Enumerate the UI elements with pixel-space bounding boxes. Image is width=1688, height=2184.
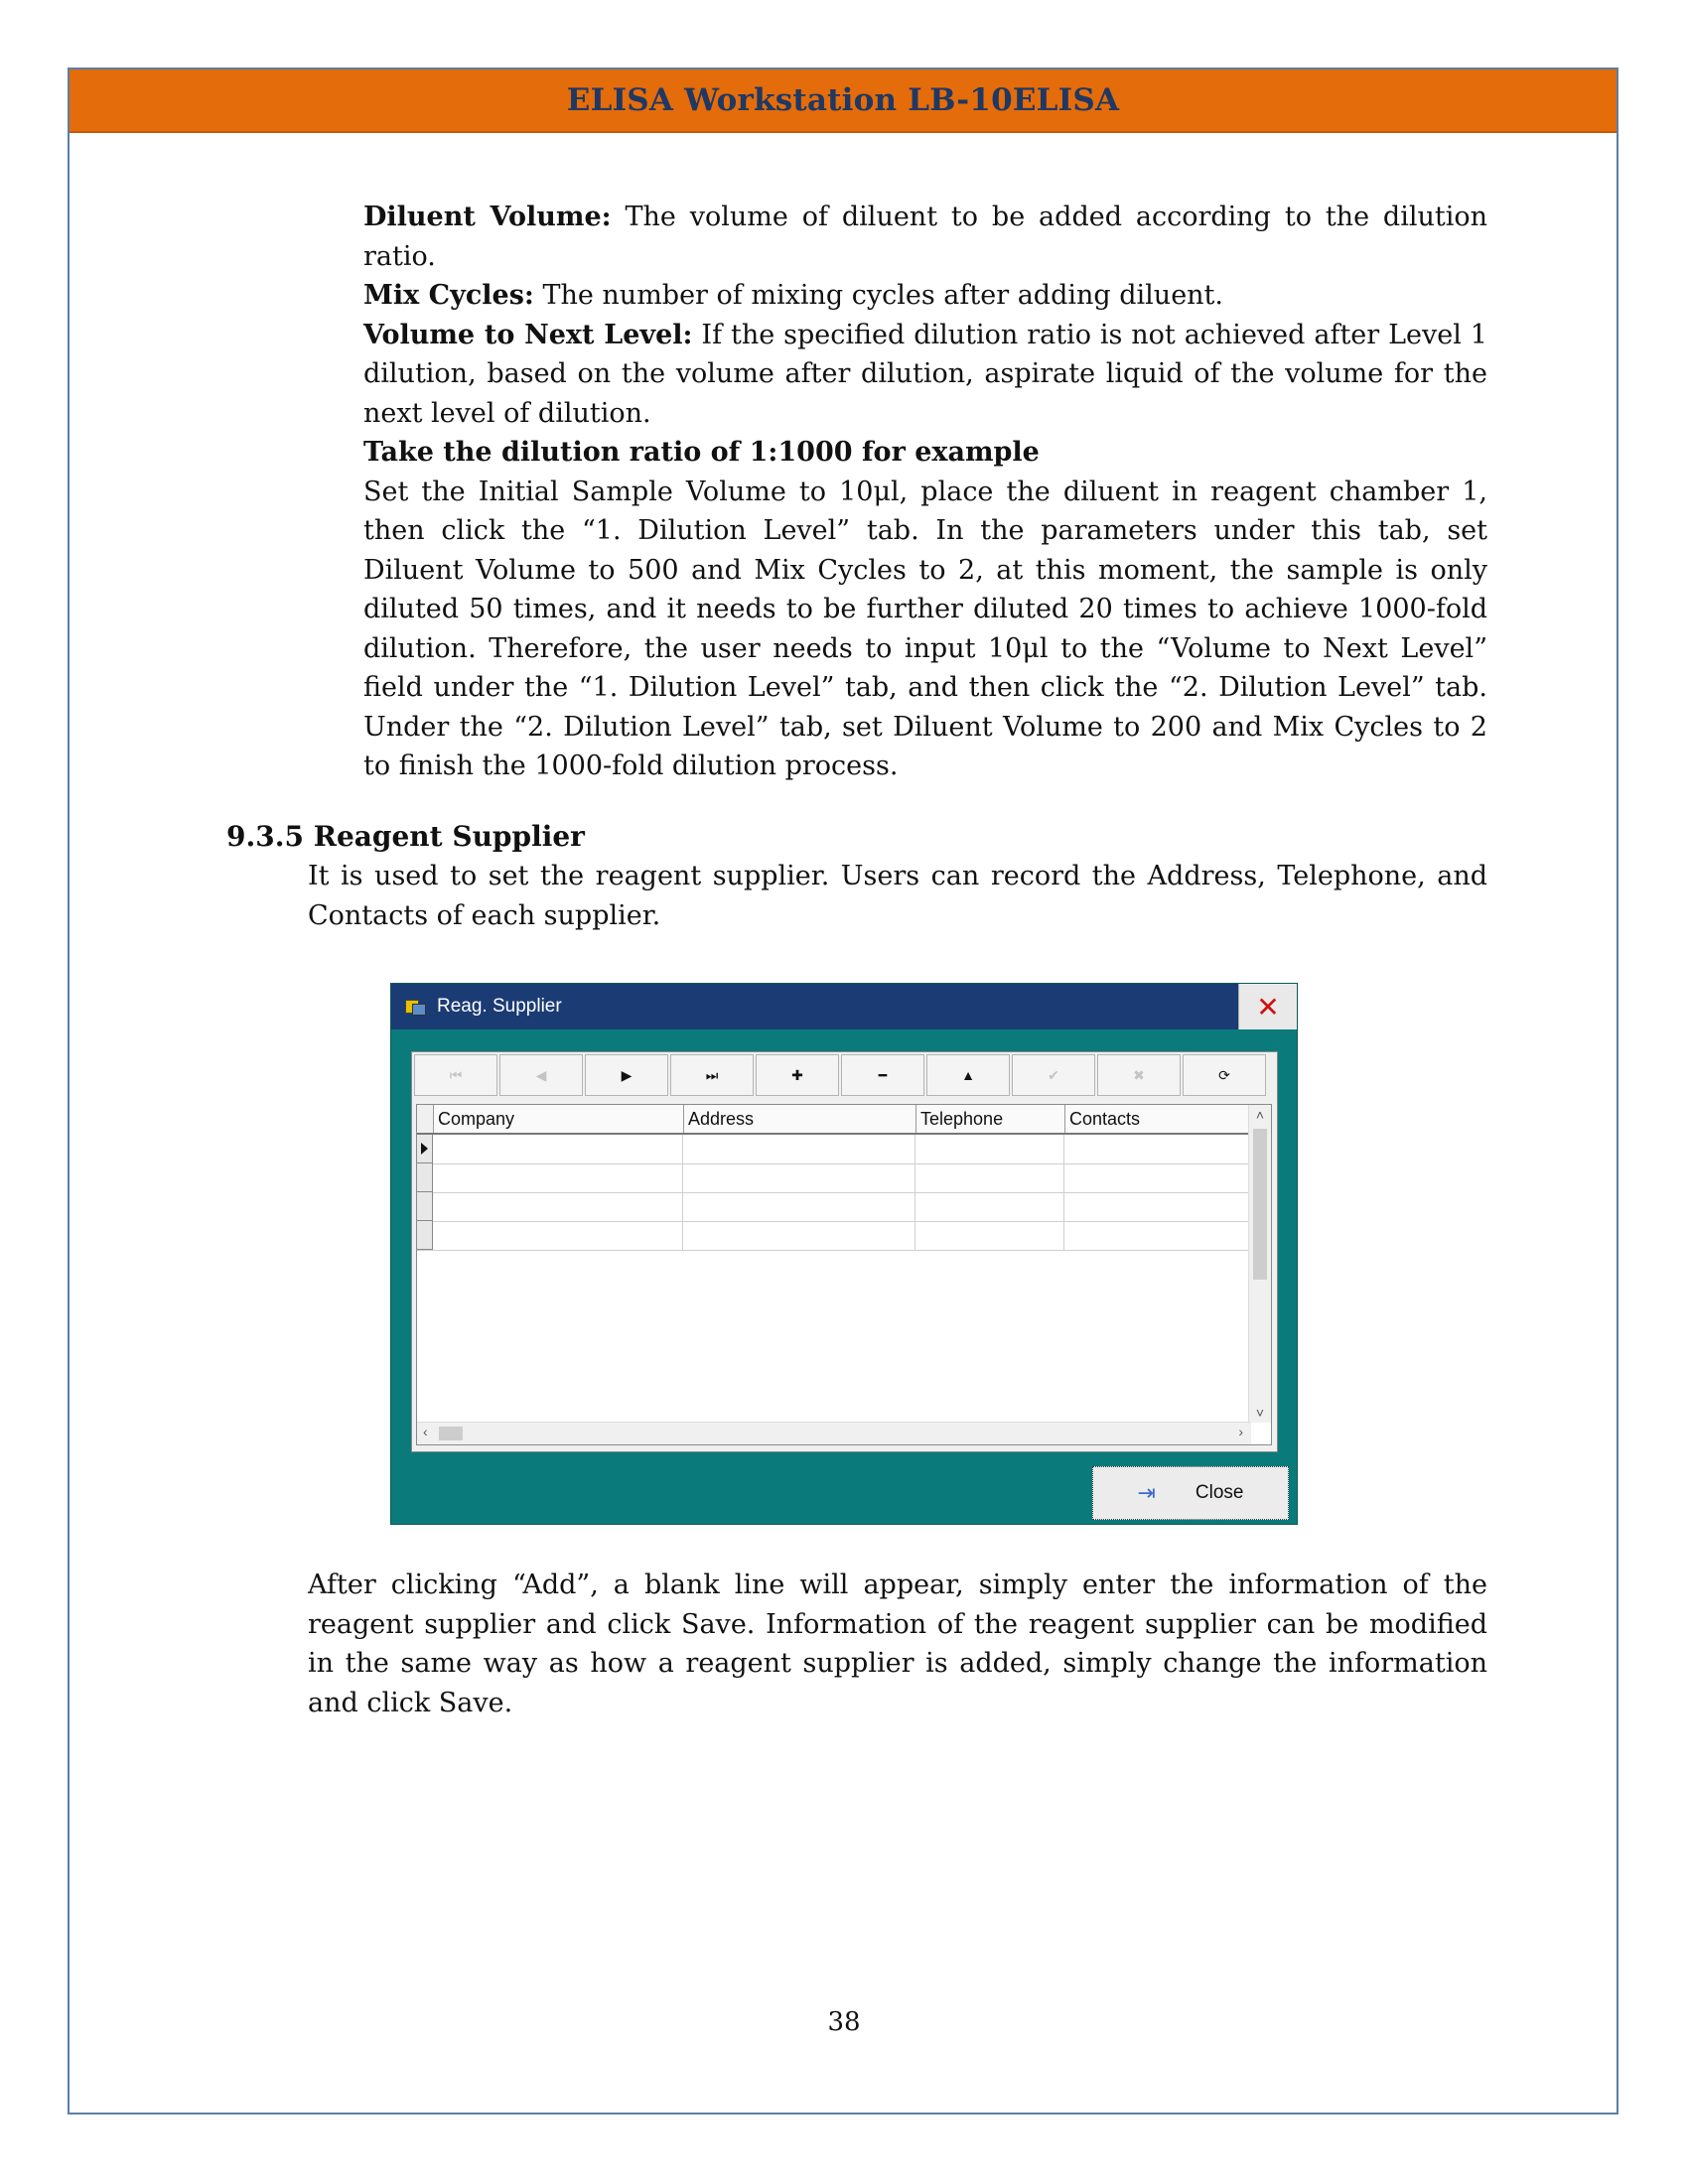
next-record-icon: ▶	[621, 1066, 633, 1083]
table-row[interactable]	[417, 1163, 1251, 1193]
intro-block	[363, 198, 1487, 786]
first-record-icon: ⏮	[449, 1066, 463, 1083]
row-indicator[interactable]	[417, 1221, 433, 1250]
table-cell[interactable]	[1064, 1163, 1251, 1192]
table-cell[interactable]	[915, 1221, 1064, 1250]
add-record-button[interactable]	[756, 1054, 839, 1096]
delete-record-icon: ━	[878, 1066, 888, 1083]
cancel-record-icon: ✖	[1133, 1066, 1145, 1083]
column-header-telephone[interactable]: Telephone	[916, 1105, 1065, 1133]
grid-header	[417, 1105, 1252, 1135]
row-indicator[interactable]	[417, 1135, 433, 1163]
scroll-up-icon[interactable]: ˄	[1255, 1107, 1265, 1123]
scroll-left-icon[interactable]: ‹	[423, 1424, 428, 1439]
table-cell[interactable]	[433, 1221, 683, 1250]
first-record-button[interactable]	[414, 1054, 497, 1096]
table-cell[interactable]	[915, 1135, 1064, 1163]
table-cell[interactable]	[683, 1163, 915, 1192]
current-row-arrow-icon	[421, 1143, 428, 1155]
window-close-icon[interactable]: ✕	[1238, 984, 1297, 1029]
window-panel	[411, 1051, 1278, 1452]
edit-record-icon: ▲	[961, 1067, 975, 1083]
header-indicator	[417, 1105, 434, 1133]
reag-supplier-window	[390, 983, 1298, 1525]
window-title: Reag. Supplier	[437, 996, 562, 1017]
table-cell[interactable]	[683, 1221, 915, 1250]
window-app-icon	[405, 998, 425, 1016]
horizontal-scrollbar[interactable]	[417, 1422, 1251, 1444]
row-indicator[interactable]	[417, 1192, 433, 1221]
volume-next-level-term: Volume to Next Level:	[363, 319, 693, 350]
prior-record-button[interactable]	[499, 1054, 583, 1096]
table-cell[interactable]	[1064, 1135, 1251, 1163]
table-cell[interactable]	[1064, 1221, 1251, 1250]
table-row[interactable]	[417, 1221, 1251, 1251]
mix-cycles-term: Mix Cycles:	[363, 280, 534, 311]
table-cell[interactable]	[683, 1135, 915, 1163]
horizontal-scroll-thumb[interactable]	[439, 1427, 463, 1440]
example-heading: Take the dilution ratio of 1:1000 for example	[363, 437, 1040, 468]
add-record-icon: ✚	[791, 1066, 803, 1083]
table-cell[interactable]	[433, 1163, 683, 1192]
post-record-button[interactable]	[1012, 1054, 1095, 1096]
close-button-label: Close	[1195, 1482, 1244, 1503]
mix-cycles-text: The number of mixing cycles after adding diluent.	[533, 280, 1223, 311]
exit-door-icon: ⇥	[1137, 1480, 1156, 1505]
prior-record-icon: ◀	[535, 1066, 547, 1083]
volume-next-level-text: If the specified dilution ratio is not achieved after Level 1 dilution, based on the volume after dilution, aspirate liquid of the volume for the next level of dilution.	[363, 319, 1487, 429]
diluent-volume-paragraph	[363, 198, 1487, 276]
table-cell[interactable]	[433, 1192, 683, 1221]
delete-record-button[interactable]	[841, 1054, 924, 1096]
section-heading: 9.3.5 Reagent Supplier	[226, 820, 585, 853]
cancel-record-button[interactable]	[1097, 1054, 1181, 1096]
column-header-address[interactable]: Address	[684, 1105, 916, 1133]
closing-text: After clicking “Add”, a blank line will appear, simply enter the information of the reagent supplier and click Save. Information of the reagent supplier can be modified in the same way as how a reagent supplier is added, simply change the information and click Save.	[308, 1570, 1487, 1718]
close-button[interactable]	[1092, 1466, 1289, 1520]
column-header-contacts[interactable]: Contacts	[1065, 1105, 1252, 1133]
table-cell[interactable]	[683, 1192, 915, 1221]
mix-cycles-paragraph	[363, 276, 1487, 316]
scroll-down-icon[interactable]: ˅	[1255, 1405, 1265, 1421]
column-header-company[interactable]: Company	[434, 1105, 684, 1133]
page-number: 38	[827, 2007, 861, 2037]
table-row[interactable]	[417, 1135, 1251, 1164]
navigator-toolbar	[414, 1054, 1268, 1098]
header-title: ELISA Workstation LB-10ELISA	[566, 82, 1120, 118]
table-row[interactable]	[417, 1192, 1251, 1222]
last-record-icon: ⏭	[705, 1066, 719, 1083]
table-cell[interactable]	[915, 1192, 1064, 1221]
refresh-button[interactable]	[1183, 1054, 1266, 1096]
window-titlebar	[391, 984, 1297, 1029]
next-record-button[interactable]	[585, 1054, 668, 1096]
section-text: It is used to set the reagent supplier. Users can record the Address, Telephone, and Contacts of each supplier.	[308, 861, 1487, 931]
last-record-button[interactable]	[670, 1054, 754, 1096]
diluent-volume-text: The volume of diluent to be added according to the dilution ratio.	[363, 202, 1487, 272]
edit-record-button[interactable]	[926, 1054, 1010, 1096]
scroll-right-icon[interactable]: ›	[1238, 1424, 1243, 1439]
volume-next-level-paragraph	[363, 316, 1487, 434]
table-cell[interactable]	[1064, 1192, 1251, 1221]
supplier-grid[interactable]	[416, 1104, 1272, 1445]
refresh-icon: ⟳	[1218, 1066, 1230, 1083]
example-text: Set the Initial Sample Volume to 10μl, place the diluent in reagent chamber 1, then click the “1. Dilution Level” tab. In the parameters under this tab, set Diluent Volume to 500 and Mix Cycles to 2, at this moment, the sample is only diluted 50 times, and it needs to be further diluted 20 times to achieve 1000-fold dilution. Therefore, the user needs to input 10μl to the “Volume to Next Level” field under the “1. Dilution Level” tab, and then click the “2. Dilution Level” tab. Under the “2. Dilution Level” tab, set Diluent Volume to 200 and Mix Cycles to 2 to finish the 1000-fold dilution process.	[363, 476, 1487, 781]
table-cell[interactable]	[915, 1163, 1064, 1192]
vertical-scroll-thumb[interactable]	[1253, 1129, 1267, 1280]
table-cell[interactable]	[433, 1135, 683, 1163]
diluent-volume-term: Diluent Volume:	[363, 202, 612, 232]
post-record-icon: ✔	[1048, 1066, 1059, 1083]
header-bar	[70, 69, 1617, 133]
row-indicator[interactable]	[417, 1163, 433, 1192]
vertical-scrollbar[interactable]	[1248, 1105, 1271, 1423]
